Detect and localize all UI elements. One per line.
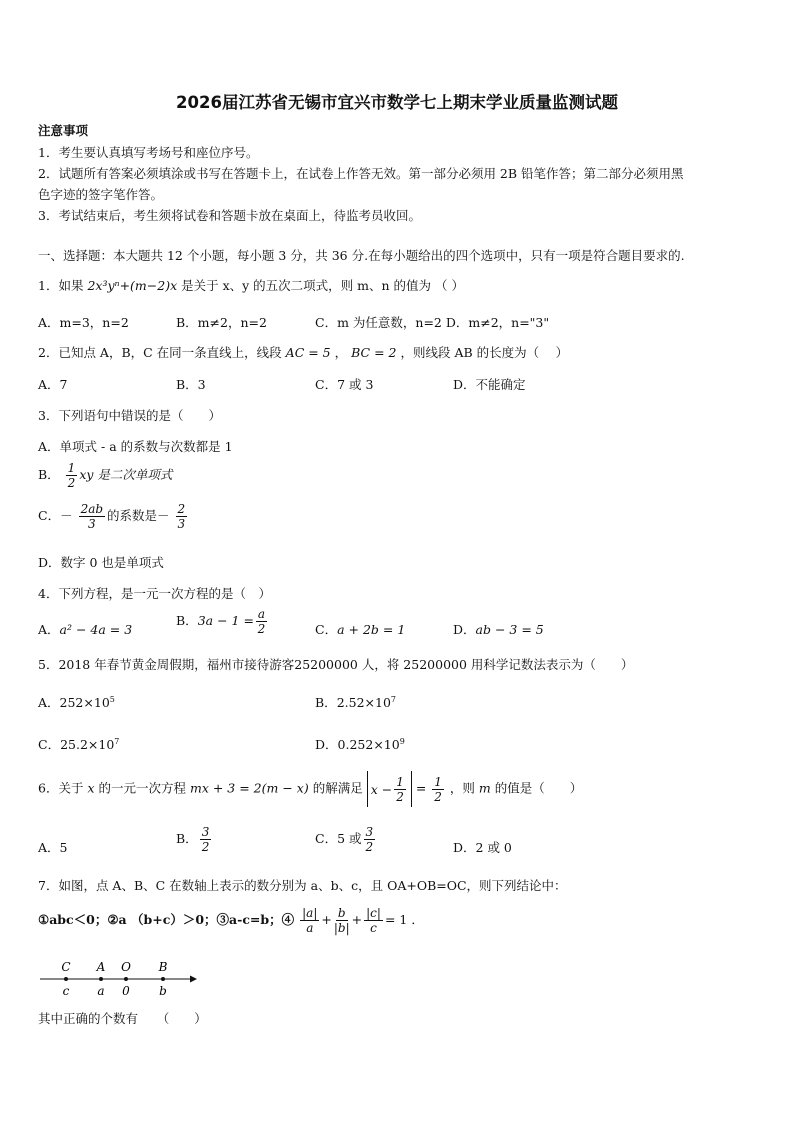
q6-pre: 6．关于: [38, 780, 84, 796]
point-label-b-upper: B: [158, 960, 168, 974]
q4-option-a: [38, 620, 132, 638]
q3-option-c: [38, 503, 189, 530]
q5-c-exponent: 7: [114, 736, 120, 746]
q1-option-b: B．m≠2，n=2: [176, 315, 267, 330]
notice-item-3: 3．考试结束后，考生须将试卷和答题卡放在桌面上，待监考员收回。: [38, 208, 421, 223]
page-title: 2026届江苏省无锡市宜兴市数学七上期末学业质量监测试题: [176, 93, 618, 112]
point-label-o-upper: O: [121, 960, 131, 974]
q1-expression: 2x³yⁿ+(m−2)x: [87, 278, 178, 293]
fraction-denominator: c: [370, 921, 377, 935]
fraction-numerator: 1: [67, 461, 76, 475]
q4-option-c: [315, 620, 405, 638]
fraction-numerator: b: [337, 906, 346, 920]
q5-a-base: 252×10: [59, 695, 110, 710]
q3-b-text: xy 是二次单项式: [79, 467, 173, 482]
point-label-b-lower: b: [159, 984, 167, 998]
q5-option-d: [315, 735, 405, 753]
q2-option-b: B．3: [176, 377, 206, 392]
point-b-dot: [161, 977, 165, 981]
fraction-numerator: 1: [434, 774, 442, 789]
q5-c-label: C．: [38, 737, 61, 752]
q2-mid: ，: [334, 345, 348, 360]
q3-c-label: C．－: [38, 508, 73, 523]
fraction-denominator: 2: [257, 622, 266, 636]
fraction-numerator: a: [257, 607, 266, 621]
q6-abs-fraction: [394, 776, 406, 803]
q3-c-mid: 的系数是－: [107, 508, 170, 523]
q7-question: 其中正确的个数有 （ ）: [38, 1011, 207, 1026]
q4-d-expr: ab − 3 = 5: [475, 622, 544, 637]
question-1: [38, 276, 464, 294]
q6-eq-sign: =: [415, 780, 427, 796]
q5-a-label: A．: [38, 695, 60, 710]
question-7: 7．如图，点 A、B、C 在数轴上表示的数分别为 a、b、c，且 OA+OB=OC，则下列结论中：: [38, 878, 567, 893]
q7-plus-2: +: [351, 912, 363, 927]
q4-a-expr: a² − 4a = 3: [59, 622, 133, 637]
q3-option-b: [38, 462, 172, 489]
point-label-c-lower: c: [62, 984, 70, 998]
q6-b-fraction: [200, 826, 212, 853]
q5-d-label: D．: [315, 737, 338, 752]
q7-fraction-2: [334, 907, 350, 934]
q1-option-c-d: C．m 为任意数，n=2 D．m≠2，n="3": [315, 315, 550, 330]
q5-c-base: 25.2×10: [60, 737, 115, 752]
point-label-c-upper: C: [61, 960, 71, 974]
notice-item-2: 2．试题所有答案必须填涂或书写在答题卡上，在试卷上作答无效。第一部分必须用 2B 铅笔作答；第二部分必须用黑: [38, 166, 684, 181]
q6-option-b: [176, 826, 213, 853]
point-label-o-lower: 0: [122, 984, 130, 998]
q7-equals: = 1: [384, 912, 408, 927]
q4-b-label: B．: [176, 613, 198, 628]
q2-post: ，则线段 AB 的长度为（ ）: [400, 345, 569, 360]
q3-b-label: B．: [38, 467, 60, 482]
q4-c-label: C．: [315, 622, 338, 637]
q7-fraction-3: [364, 907, 383, 934]
q6-option-d: D．2 或 0: [453, 840, 512, 855]
q4-option-d: [453, 620, 544, 638]
q6-m: m: [478, 780, 491, 796]
q2-option-a: A．7: [38, 377, 68, 392]
fraction-denominator: 2: [434, 789, 442, 804]
point-label-a-upper: A: [96, 960, 106, 974]
fraction-denominator: 3: [177, 517, 186, 531]
question-6: [38, 771, 582, 807]
q5-a-exponent: 5: [109, 694, 115, 704]
q7-statements: [38, 907, 424, 934]
q5-b-label: B．: [315, 695, 337, 710]
q7-fraction-1: [300, 907, 319, 934]
question-5: 5．2018 年春节黄金周假期，福州市接待游客25200000 人，将 25200000 用科学记数法表示为（ ）: [38, 657, 634, 672]
fraction-numerator: 3: [201, 825, 210, 839]
q6-mid3: ，则: [449, 780, 475, 796]
number-line-figure: [38, 957, 198, 999]
fraction-denominator: |b|: [333, 921, 350, 935]
q7-period: ．: [411, 912, 424, 927]
q3-c-fraction-2: [176, 503, 188, 530]
q5-option-a: [38, 693, 115, 711]
question-3: 3．下列语句中错误的是（ ）: [38, 408, 221, 423]
q6-mid1: 的一元一次方程: [98, 780, 186, 796]
point-o-dot: [124, 977, 128, 981]
q5-option-c: [38, 735, 119, 753]
q2-pre: 2．已知点 A，B，C 在同一条直线上，线段: [38, 345, 282, 360]
fraction-denominator: 3: [87, 517, 96, 531]
notice-heading: 注意事项: [38, 123, 89, 138]
q5-option-b: [315, 693, 396, 711]
section-heading: 一、选择题：本大题共 12 个小题，每小题 3 分，共 36 分.在每小题给出的四个选项中，只有一项是符合题目要求的.: [38, 248, 685, 263]
q2-ac: AC = 5: [285, 345, 331, 360]
question-4: 4．下列方程，是一元一次方程的是（ ）: [38, 586, 271, 601]
q4-b-expr: 3a − 1 =: [197, 613, 254, 628]
q5-b-base: 2.52×10: [336, 695, 391, 710]
q5-d-exponent: 9: [399, 736, 405, 746]
q4-d-label: D．: [453, 622, 476, 637]
q1-post: 是关于 x、y 的五次二项式，则 m、n 的值为 （ ）: [181, 278, 464, 293]
q6-absolute-value: [367, 771, 412, 807]
q4-c-expr: a + 2b = 1: [337, 622, 406, 637]
fraction-denominator: 2: [396, 789, 404, 804]
q6-equation: mx + 3 = 2(m − x): [189, 780, 309, 796]
q4-b-fraction: [256, 608, 267, 635]
fraction-denominator: a: [306, 921, 314, 935]
notice-item-1: 1．考生要认真填写考场号和座位序号。: [38, 145, 259, 160]
q3-b-fraction: [66, 462, 78, 489]
q6-b-label: B．: [176, 831, 198, 846]
q6-option-c: [315, 826, 377, 853]
q6-mid2: 的解满足: [312, 780, 363, 796]
q6-c-fraction: [364, 826, 376, 853]
fraction-numerator: 1: [396, 774, 404, 789]
fraction-numerator: 3: [365, 825, 374, 839]
q4-a-label: A．: [38, 622, 60, 637]
point-c-dot: [64, 977, 68, 981]
q3-c-fraction: [79, 503, 105, 530]
fraction-numerator: |c|: [366, 906, 381, 920]
fraction-denominator: 2: [67, 476, 76, 490]
fraction-numerator: 2: [177, 502, 186, 516]
fraction-denominator: 2: [201, 840, 210, 854]
q5-b-exponent: 7: [390, 694, 396, 704]
q3-option-a: A．单项式 - a 的系数与次数都是 1: [38, 439, 233, 454]
q6-x: x: [87, 780, 95, 796]
point-a-dot: [99, 977, 103, 981]
point-label-a-lower: a: [97, 984, 105, 998]
q6-rhs-fraction: [432, 776, 444, 803]
question-2: [38, 343, 568, 361]
q1-option-a: A．m=3，n=2: [38, 315, 129, 330]
q5-d-base: 0.252×10: [337, 737, 400, 752]
q4-option-b: [176, 608, 269, 635]
q3-option-d: D．数字 0 也是单项式: [38, 555, 164, 570]
number-line-arrow: [190, 976, 197, 983]
q6-option-a: A．5: [38, 840, 68, 855]
q6-c-label: C．5 或: [315, 831, 362, 846]
q7-plus-1: +: [321, 912, 332, 927]
q7-statements-text: ①abc＜0；②a （b+c）＞0；③a-c=b；④: [38, 912, 295, 927]
q2-bc: BC = 2: [351, 345, 397, 360]
fraction-numerator: |a|: [302, 906, 318, 920]
q1-pre: 1．如果: [38, 278, 84, 293]
q6-abs-x: x −: [370, 781, 393, 797]
fraction-numerator: 2ab: [80, 502, 104, 516]
notice-item-2-cont: 色字迹的签字笔作答。: [38, 187, 164, 202]
q6-post: 的值是（ ）: [494, 780, 583, 796]
q2-option-c: C．7 或 3: [315, 377, 374, 392]
fraction-denominator: 2: [365, 840, 374, 854]
q2-option-d: D．不能确定: [453, 377, 526, 392]
